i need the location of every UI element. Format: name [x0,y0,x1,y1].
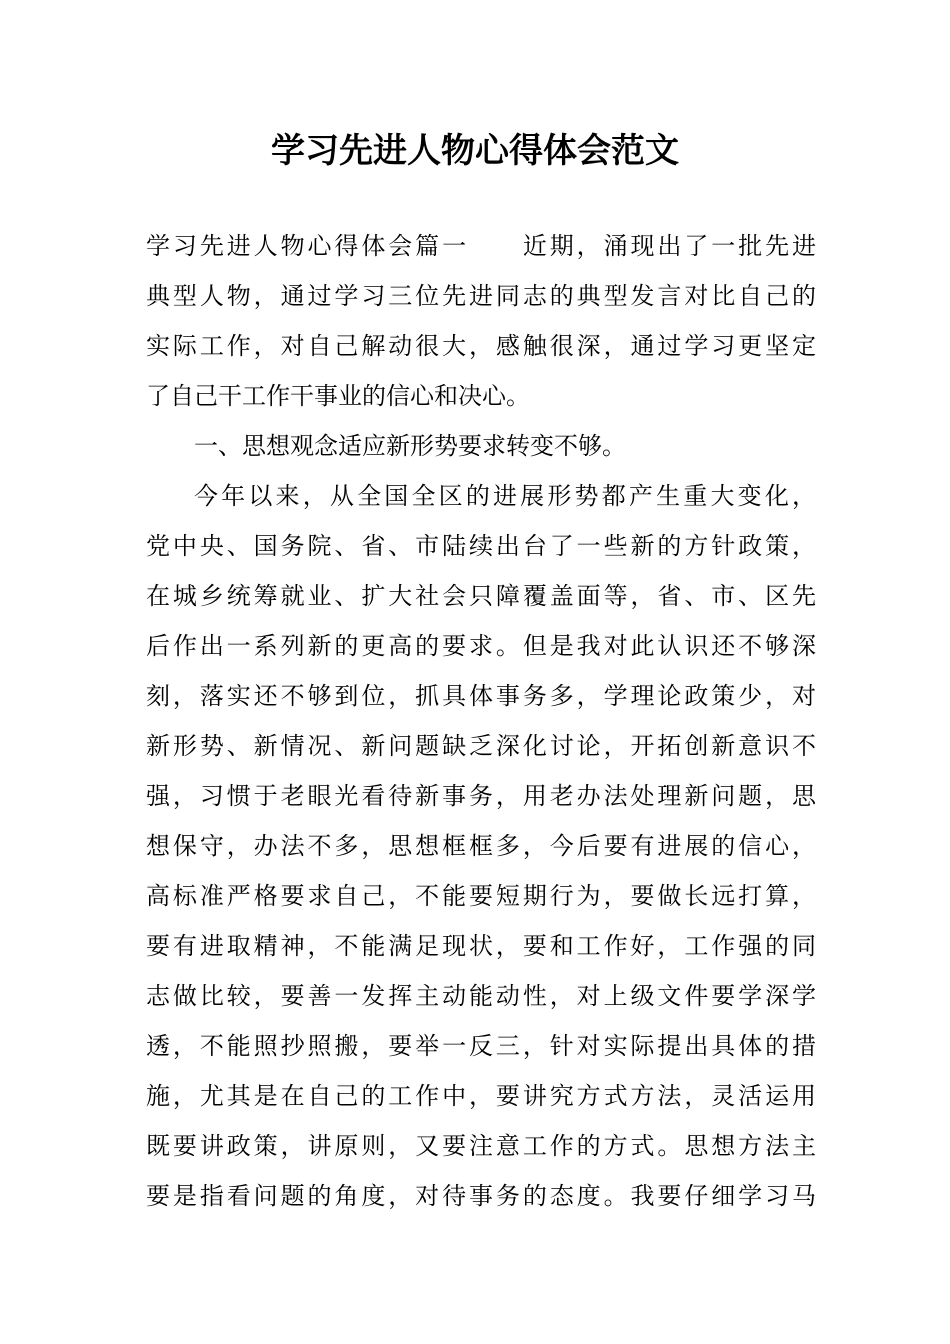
paragraph-line: 要有进取精神，不能满足现状，要和工作好，工作强的同 [146,932,816,960]
paragraph-line: 要是指看问题的角度，对待事务的态度。我要仔细学习马 [146,1182,816,1210]
paragraph-line: 在城乡统筹就业、扩大社会只障覆盖面等，省、市、区先 [146,582,816,610]
paragraph-line: 强，习惯于老眼光看待新事务，用老办法处理新问题，思 [146,782,816,810]
document-title: 学习先进人物心得体会范文 [271,131,679,171]
paragraph-line: 高标准严格要求自己，不能要短期行为，要做长远打算， [146,882,816,910]
paragraph-line: 了自己干工作干事业的信心和决心。 [146,382,530,410]
paragraph-line: 后作出一系列新的更高的要求。但是我对此认识还不够深 [146,632,816,660]
paragraph-line: 刻，落实还不够到位，抓具体事务多，学理论政策少，对 [146,682,816,710]
paragraph-line: 施，尤其是在自己的工作中，要讲究方式方法，灵活运用 [146,1082,816,1110]
paragraph-line: 透，不能照抄照搬，要举一反三，针对实际提出具体的措 [146,1032,816,1060]
section-heading: 一、思想观念适应新形势要求转变不够。 [194,432,626,460]
paragraph-line: 既要讲政策，讲原则，又要注意工作的方式。思想方法主 [146,1132,816,1160]
paragraph-line: 新形势、新情况、新问题缺乏深化讨论，开拓创新意识不 [146,732,816,760]
paragraph-line: 学习先进人物心得体会篇一 近期，涌现出了一批先进 [146,232,816,260]
paragraph-line: 党中央、国务院、省、市陆续出台了一些新的方针政策， [146,532,816,560]
paragraph-line: 想保守，办法不多，思想框框多，今后要有进展的信心， [146,832,816,860]
paragraph-line: 实际工作，对自己解动很大，感触很深，通过学习更坚定 [146,332,816,360]
paragraph-line: 志做比较，要善一发挥主动能动性，对上级文件要学深学 [146,982,816,1010]
paragraph-line: 今年以来，从全国全区的进展形势都产生重大变化， [194,482,816,510]
paragraph-line: 典型人物，通过学习三位先进同志的典型发言对比自己的 [146,282,816,310]
